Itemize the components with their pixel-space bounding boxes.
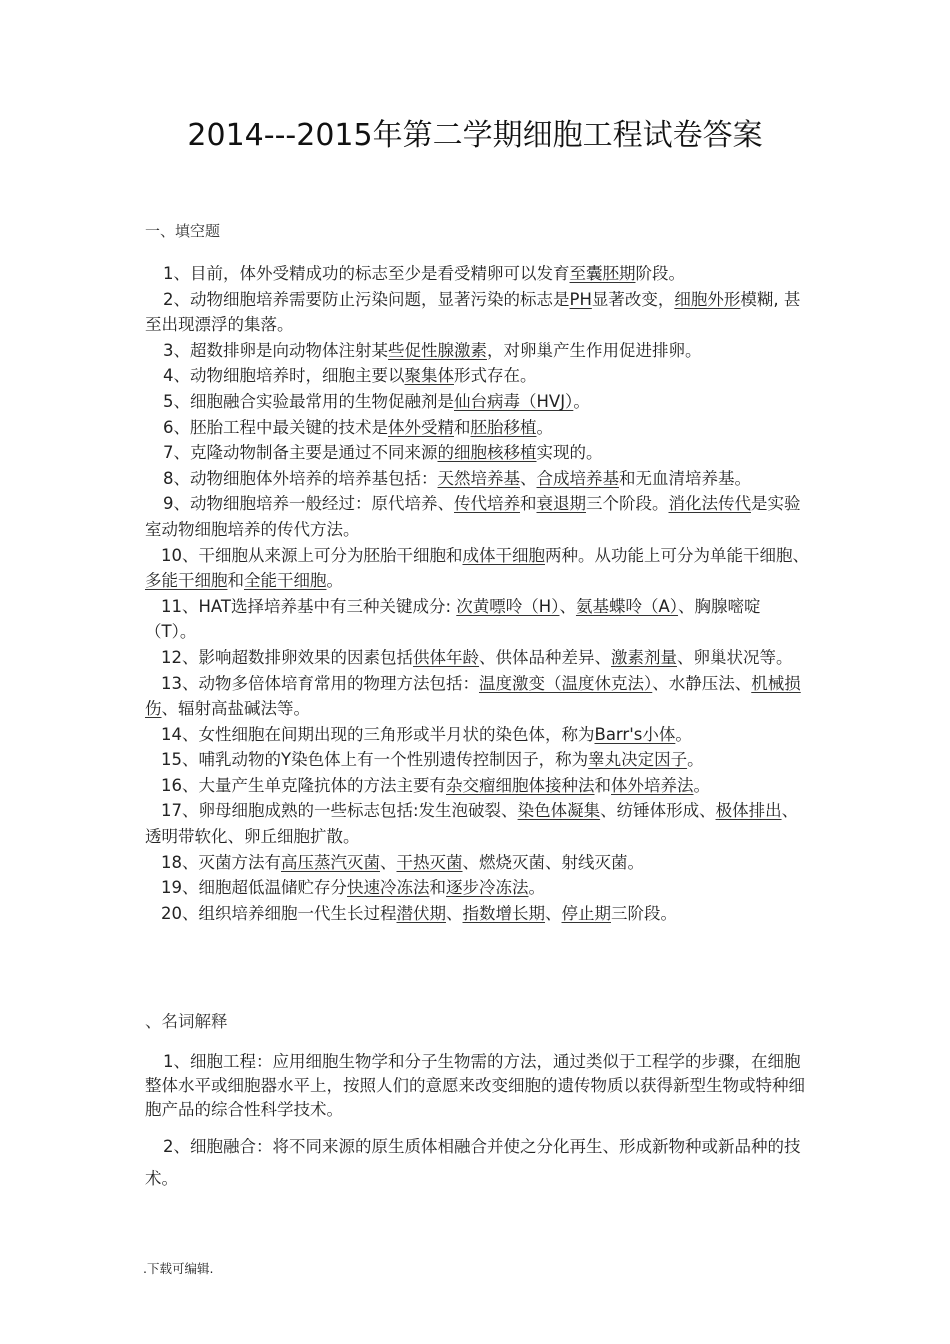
question-text: 19、细胞超低温储贮存分 xyxy=(161,878,347,898)
question-text: 三阶段。 xyxy=(611,903,677,923)
question-text: 18、灭菌方法有 xyxy=(161,852,281,872)
answer-text: 干热灭菌 xyxy=(396,852,463,872)
question-text: 7、克隆动物制备主要是通过不同来源 xyxy=(163,443,438,463)
question-text: 。 xyxy=(573,391,590,411)
answer-text: 衰退期 xyxy=(536,494,586,514)
question-text: 。 xyxy=(536,417,553,437)
answer-text: 消化法传代 xyxy=(668,494,751,514)
question-text: 形式存在。 xyxy=(454,366,537,386)
answer-text: 停止期 xyxy=(561,903,611,923)
footer-note: .下载可编辑. xyxy=(143,1261,214,1276)
question-item xyxy=(145,798,810,849)
question-text: 4、动物细胞培养时，细胞主要以 xyxy=(163,366,405,386)
answer-text: 杂交瘤细胞体接种法 xyxy=(446,775,595,795)
answer-text: 合成培养基 xyxy=(536,468,619,488)
term-definitions xyxy=(145,1050,810,1204)
question-item xyxy=(145,338,810,364)
section-heading-fill-blank: 一、填空题 xyxy=(145,222,221,240)
question-text: 实现的。 xyxy=(536,443,603,463)
answer-text: 潜伏期 xyxy=(396,903,446,923)
question-text: 、 xyxy=(559,596,576,616)
question-text: 、供体品种差异、 xyxy=(479,647,611,667)
answer-text: 逐步冷冻法 xyxy=(446,878,529,898)
answer-text: 聚集体 xyxy=(404,366,454,386)
answer-text: 全能干细胞 xyxy=(244,571,327,591)
question-text: 、纺锤体形成、 xyxy=(600,801,716,821)
definition-item: 1、细胞工程：应用细胞生物学和分子生物需的方法，通过类似于工程学的步骤，在细胞整体水平或细胞器水平上，按照人们的意愿来改变细胞的遗传物质以获得新型生物或特种细胞产品的综合性科学技术。 xyxy=(145,1052,805,1119)
question-text: 和 xyxy=(227,571,244,591)
question-item xyxy=(145,440,810,466)
question-item xyxy=(145,543,810,594)
answer-text: 氨基蝶呤（A） xyxy=(575,596,679,616)
question-text: 1、目前，体外受精成功的标志至少是看受精卵可以发育 xyxy=(163,264,570,283)
question-text: 、 xyxy=(520,468,537,488)
answer-text: 睾丸决定因子 xyxy=(588,750,688,770)
answer-text: 天然培养基 xyxy=(437,468,520,488)
question-item xyxy=(145,261,810,287)
section-heading-terms: 、名词解释 xyxy=(145,1012,228,1031)
answer-text: 传代培养 xyxy=(454,494,520,514)
question-text: 12、影响超数排卵效果的因素包括 xyxy=(161,647,413,667)
question-text: 和 xyxy=(594,775,611,795)
question-text: 和 xyxy=(520,494,537,514)
question-text: 2、动物细胞培养需要防止污染问题，显著污染的标志是 xyxy=(163,289,570,309)
question-item xyxy=(145,645,810,671)
answer-text: 多能干细胞 xyxy=(145,571,228,591)
question-text: 14、女性细胞在间期出现的三角形或半月状的染色体，称为 xyxy=(161,724,595,744)
question-text: 9、动物细胞培养一般经过：原代培养、 xyxy=(163,494,454,514)
question-text: 8、动物细胞体外培养的培养基包括： xyxy=(163,468,438,488)
answer-text: 的细胞核移植 xyxy=(437,443,537,463)
question-text: 20、组织培养细胞一代生长过程 xyxy=(161,903,397,923)
question-item xyxy=(145,466,810,492)
question-item xyxy=(145,594,810,645)
question-item xyxy=(145,875,810,901)
question-text: 和 xyxy=(429,878,446,898)
answer-text: 快速冷冻法 xyxy=(347,878,430,898)
question-text: 、 xyxy=(545,903,562,923)
question-text: 3、超数排卵是向动物体注射某 xyxy=(163,340,388,360)
question-text: 13、动物多倍体培育常用的物理方法包括： xyxy=(161,673,479,693)
answer-text: 些促性腺激素 xyxy=(388,340,487,360)
question-text: 三个阶段。 xyxy=(586,494,669,514)
question-item xyxy=(145,671,810,722)
question-text: 11、HAT选择培养基中有三种关键成分: xyxy=(161,596,457,616)
answer-text: 成体干细胞 xyxy=(462,545,545,565)
answer-text: 供体年龄 xyxy=(413,647,479,667)
question-text: 、燃烧灭菌、射线灭菌。 xyxy=(462,852,644,872)
answer-text: 高压蒸汽灭菌 xyxy=(281,852,380,872)
question-text: 、水静压法、 xyxy=(652,673,752,693)
question-text: 、透明带软化、卵丘细胞扩散。 xyxy=(145,801,799,847)
question-text: 。 xyxy=(693,775,710,795)
question-text: 。 xyxy=(687,750,704,770)
question-text: 、 xyxy=(446,903,463,923)
question-item xyxy=(145,773,810,799)
answer-text: 极体排出 xyxy=(715,801,782,821)
answer-text: 体外受精 xyxy=(388,417,454,437)
question-text: 、卵巢状况等。 xyxy=(677,647,793,667)
question-item xyxy=(145,747,810,773)
question-text: 10、干细胞从来源上可分为胚胎干细胞和 xyxy=(161,545,463,565)
answer-text: 至囊胚期 xyxy=(569,264,636,283)
question-item xyxy=(145,722,810,748)
answer-text: 体外培养法 xyxy=(611,775,694,795)
question-item xyxy=(145,363,810,389)
question-text: 、 xyxy=(380,852,397,872)
answer-text: 仙台病毒（HVJ） xyxy=(454,391,574,411)
answer-text: Barr's小体 xyxy=(594,724,676,744)
question-text: 、辐射高盐碱法等。 xyxy=(161,699,310,719)
question-text: 。 xyxy=(326,571,343,591)
answer-text: 细胞外形 xyxy=(674,289,741,309)
question-text: 两种。从功能上可分为单能干细胞、 xyxy=(545,545,809,565)
question-item xyxy=(145,850,810,876)
question-item xyxy=(145,287,810,338)
answer-text: 胚胎移植 xyxy=(470,417,537,437)
question-text: 。 xyxy=(528,878,545,898)
question-item xyxy=(145,901,810,927)
answer-text: 机械损伤 xyxy=(145,673,801,719)
question-text: 显著改变， xyxy=(591,289,675,309)
definition-item: 2、细胞融合：将不同来源的原生质体相融合并使之分化再生、形成新物种或新品种的技术。 xyxy=(145,1137,801,1188)
question-text: 。 xyxy=(675,724,692,744)
question-text: 6、胚胎工程中最关键的技术是 xyxy=(163,417,388,437)
answer-text: 染色体凝集 xyxy=(517,801,601,821)
question-text: 模糊, 甚至出现漂浮的集落。 xyxy=(145,289,801,335)
fill-blank-list xyxy=(145,261,810,926)
question-text: 阶段。 xyxy=(635,264,685,283)
question-text: 和 xyxy=(454,417,471,437)
question-text: 、胸腺嘧啶（T）。 xyxy=(145,596,761,642)
question-text: 17、卵母细胞成熟的一些标志包括:发生泡破裂、 xyxy=(161,801,518,821)
question-item xyxy=(145,491,810,542)
document-title: 2014---2015年第二学期细胞工程试卷答案 xyxy=(187,118,763,153)
answer-text: 激素剂量 xyxy=(611,647,677,667)
answer-text: 次黄嘌呤（H） xyxy=(456,596,560,616)
question-text: 是实验室动物细胞培养的传代方法。 xyxy=(145,494,801,539)
question-item xyxy=(145,415,810,441)
question-text: 15、哺乳动物的Y染色体上有一个性别遗传控制因子，称为 xyxy=(161,750,589,770)
question-text: 16、大量产生单克隆抗体的方法主要有 xyxy=(161,775,446,795)
answer-text: PH xyxy=(569,289,592,309)
answer-text: 指数增长期 xyxy=(462,903,545,923)
answer-text: 温度激变（温度休克法） xyxy=(479,673,653,693)
question-text: 和无血清培养基。 xyxy=(619,468,751,488)
question-text: 5、细胞融合实验最常用的生物促融剂是 xyxy=(163,391,454,411)
question-text: ，对卵巢产生作用促进排卵。 xyxy=(487,340,702,360)
question-item xyxy=(145,389,810,415)
